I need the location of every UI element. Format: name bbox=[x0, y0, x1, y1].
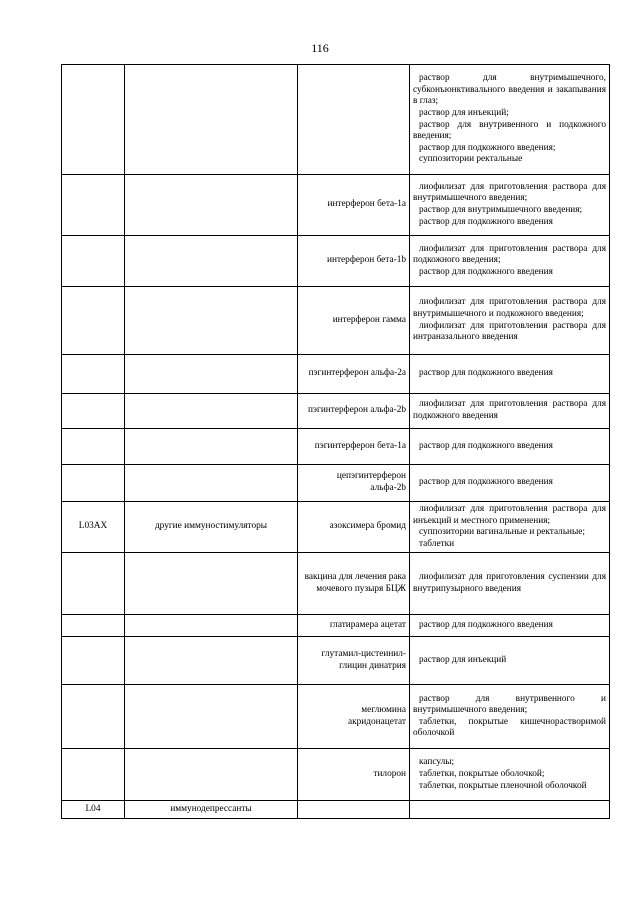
dosage-form-item: раствор для подкожного введения bbox=[419, 440, 553, 451]
dosage-forms-cell bbox=[410, 287, 610, 355]
anatomic-group-cell bbox=[125, 175, 298, 236]
drug-name-cell: глутамил-цистеинил-глицин динатрия bbox=[298, 637, 410, 685]
drug-name-cell bbox=[298, 65, 410, 175]
anatomic-group-cell bbox=[125, 394, 298, 429]
drug-name-cell: вакцина для лечения рака мочевого пузыря БЦЖ bbox=[298, 553, 410, 615]
atc-code-cell bbox=[62, 394, 125, 429]
dosage-form-item: раствор для подкожного введения bbox=[419, 216, 553, 227]
dosage-forms-cell bbox=[410, 502, 610, 553]
dosage-form-item: раствор для внутривенного и подкожного введения; bbox=[413, 119, 606, 142]
table-row bbox=[62, 394, 610, 429]
dosage-form-item: лиофилизат для приготовления раствора для внутримышечного введения; bbox=[413, 181, 606, 204]
dosage-form-item: таблетки, покрытые пленочной оболочкой bbox=[419, 780, 587, 791]
dosage-form-item: суппозитории вагинальные и ректальные; bbox=[419, 527, 585, 538]
anatomic-group-cell bbox=[125, 65, 298, 175]
anatomic-group-cell bbox=[125, 355, 298, 394]
atc-code-cell bbox=[62, 749, 125, 801]
drug-name-cell: азоксимера бромид bbox=[298, 502, 410, 553]
dosage-forms-cell bbox=[410, 355, 610, 394]
anatomic-group-cell bbox=[125, 236, 298, 287]
dosage-form-item: таблетки, покрытые оболочкой; bbox=[419, 769, 545, 780]
anatomic-group-cell bbox=[125, 637, 298, 685]
atc-code-cell bbox=[62, 287, 125, 355]
table-row bbox=[62, 175, 610, 236]
drug-name-cell: пэгинтерферон бета-1a bbox=[298, 429, 410, 465]
atc-code-cell bbox=[62, 465, 125, 502]
dosage-form-item: раствор для подкожного введения bbox=[419, 477, 553, 488]
table-row bbox=[62, 637, 610, 685]
dosage-forms-cell bbox=[410, 465, 610, 502]
dosage-forms-cell bbox=[410, 394, 610, 429]
table-row bbox=[62, 801, 610, 819]
dosage-form-item: лиофилизат для приготовления раствора для интраназального введения bbox=[413, 320, 606, 343]
drug-name-cell: интерферон гамма bbox=[298, 287, 410, 355]
dosage-form-item: лиофилизат для приготовления раствора для подкожного введения bbox=[413, 399, 606, 421]
table-row bbox=[62, 65, 610, 175]
atc-code-cell: L03AX bbox=[62, 502, 125, 553]
table-row bbox=[62, 615, 610, 637]
dosage-form-item: суппозитории ректальные bbox=[419, 154, 523, 165]
dosage-form-item: раствор для подкожного введения; bbox=[419, 142, 556, 153]
dosage-forms-cell bbox=[410, 615, 610, 637]
table-row bbox=[62, 749, 610, 801]
drug-table bbox=[61, 64, 610, 819]
dosage-form-item: раствор для подкожного введения bbox=[419, 620, 553, 631]
dosage-forms-cell bbox=[410, 65, 610, 175]
table-row bbox=[62, 287, 610, 355]
drug-name-cell: цепэгинтерферон альфа-2b bbox=[298, 465, 410, 502]
anatomic-group-cell bbox=[125, 429, 298, 465]
drug-name-cell: пэгинтерферон альфа-2b bbox=[298, 394, 410, 429]
atc-code-cell bbox=[62, 429, 125, 465]
dosage-forms-cell bbox=[410, 553, 610, 615]
atc-code-cell bbox=[62, 553, 125, 615]
dosage-forms-cell bbox=[410, 685, 610, 749]
dosage-form-item: таблетки, покрытые кишечнорастворимой оболочкой bbox=[413, 716, 606, 739]
dosage-form-item: лиофилизат для приготовления раствора для инъекций и местного применения; bbox=[413, 504, 606, 526]
atc-code-cell bbox=[62, 65, 125, 175]
drug-name-cell: глатирамера ацетат bbox=[298, 615, 410, 637]
dosage-form-item: раствор для подкожного введения bbox=[419, 266, 553, 277]
table-row bbox=[62, 355, 610, 394]
dosage-form-item: раствор для внутримышечного введения; bbox=[419, 205, 583, 215]
dosage-form-item: раствор для инъекций bbox=[419, 655, 507, 666]
atc-code-cell bbox=[62, 175, 125, 236]
anatomic-group-cell bbox=[125, 465, 298, 502]
dosage-form-item: капсулы; bbox=[419, 757, 455, 768]
drug-name-cell: пэгинтерферон альфа-2a bbox=[298, 355, 410, 394]
dosage-forms-cell bbox=[410, 637, 610, 685]
table-row bbox=[62, 553, 610, 615]
atc-code-cell bbox=[62, 615, 125, 637]
dosage-form-item: раствор для внутривенного и внутримышечного введения; bbox=[413, 693, 606, 716]
dosage-forms-cell bbox=[410, 236, 610, 287]
anatomic-group-cell bbox=[125, 287, 298, 355]
dosage-forms-cell bbox=[410, 175, 610, 236]
drug-name-cell: тилорон bbox=[298, 749, 410, 801]
atc-code-cell bbox=[62, 355, 125, 394]
anatomic-group-cell bbox=[125, 685, 298, 749]
drug-table-body bbox=[62, 65, 610, 819]
dosage-form-item: раствор для инъекций; bbox=[419, 107, 509, 118]
drug-name-cell: интерферон бета-1b bbox=[298, 236, 410, 287]
drug-name-cell: меглюмина акридонацетат bbox=[298, 685, 410, 749]
anatomic-group-cell bbox=[125, 749, 298, 801]
anatomic-group-cell bbox=[125, 553, 298, 615]
drug-name-cell bbox=[298, 801, 410, 819]
anatomic-group-cell bbox=[125, 615, 298, 637]
dosage-form-item: лиофилизат для приготовления раствора для подкожного введения; bbox=[413, 243, 606, 266]
table-row bbox=[62, 429, 610, 465]
atc-code-cell bbox=[62, 236, 125, 287]
dosage-form-item: раствор для внутримышечного, субконъюнктивального введения и закапывания в глаз; bbox=[413, 73, 606, 107]
drug-name-cell: интерферон бета-1a bbox=[298, 175, 410, 236]
anatomic-group-cell: другие иммуностимуляторы bbox=[125, 502, 298, 553]
dosage-forms-cell bbox=[410, 801, 610, 819]
dosage-form-item: лиофилизат для приготовления суспензии для внутрипузырного введения bbox=[413, 572, 606, 594]
table-row bbox=[62, 685, 610, 749]
atc-code-cell: L04 bbox=[62, 801, 125, 819]
table-row bbox=[62, 502, 610, 553]
page-number: 116 bbox=[311, 41, 329, 55]
dosage-forms-cell bbox=[410, 429, 610, 465]
table-row bbox=[62, 236, 610, 287]
dosage-forms-cell bbox=[410, 749, 610, 801]
dosage-form-item: раствор для подкожного введения bbox=[419, 368, 553, 379]
atc-code-cell bbox=[62, 685, 125, 749]
dosage-form-item: лиофилизат для приготовления раствора для внутримышечного и подкожного введения; bbox=[413, 297, 606, 319]
anatomic-group-cell: иммунодепрессанты bbox=[125, 801, 298, 819]
atc-code-cell bbox=[62, 637, 125, 685]
dosage-form-item: таблетки bbox=[419, 538, 455, 549]
table-row bbox=[62, 465, 610, 502]
